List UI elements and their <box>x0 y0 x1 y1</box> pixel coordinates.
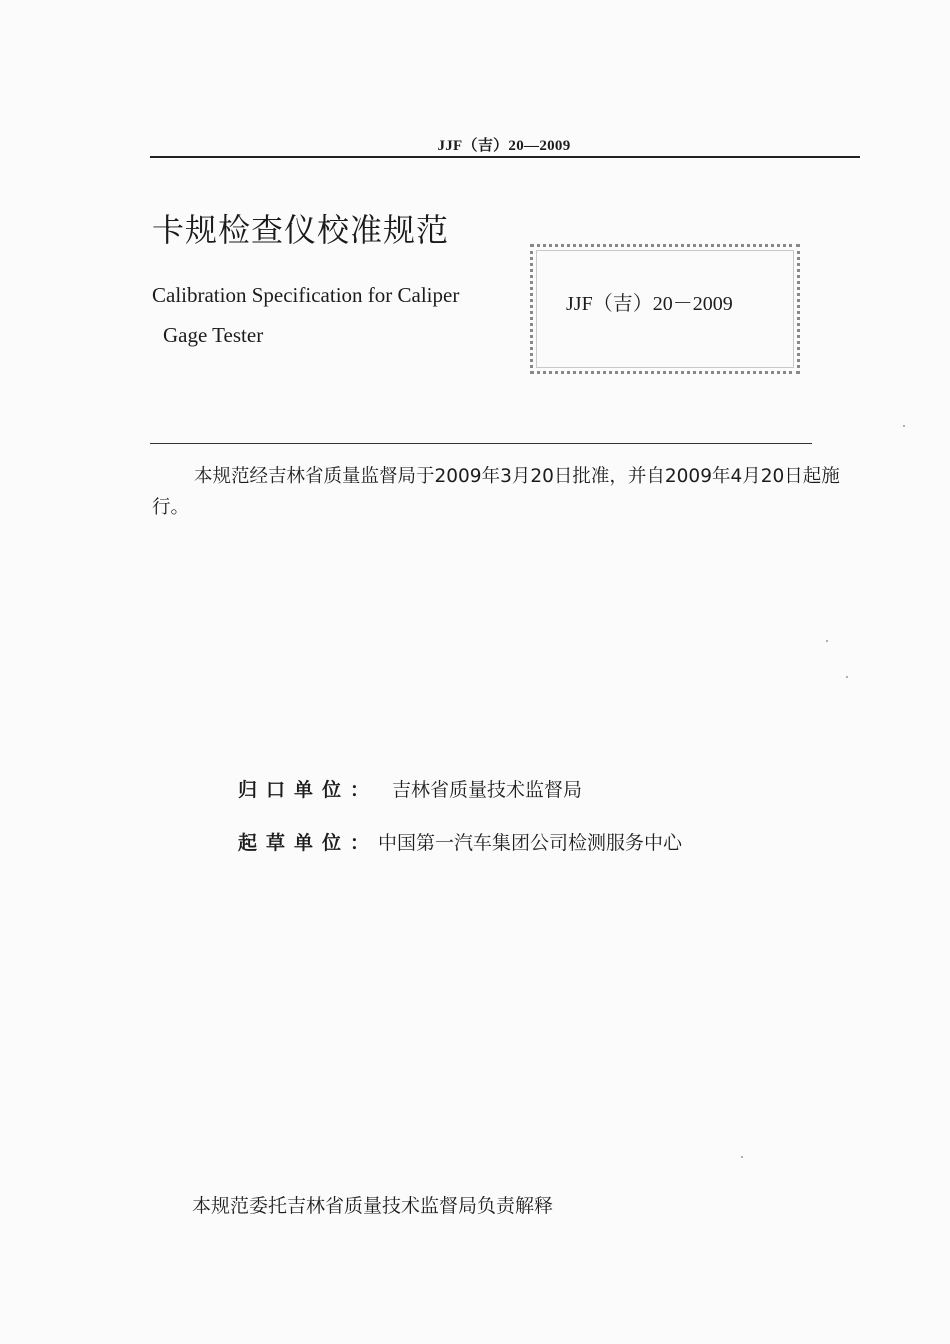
scan-speck <box>826 640 828 642</box>
responsible-unit-row <box>238 775 582 802</box>
document-code-header: JJF（吉）20—2009 <box>437 138 571 154</box>
scan-speck <box>903 425 905 427</box>
responsible-unit-value: 吉林省质量技术监督局 <box>392 779 583 801</box>
document-title-english-line1: Calibration Specification for Caliper <box>152 283 460 307</box>
interpretation-statement: 本规范委托吉林省质量技术监督局负责解释 <box>192 1195 554 1217</box>
scan-speck <box>741 1156 743 1158</box>
scan-speck <box>846 676 848 678</box>
approval-statement: 本规范经吉林省质量监督局于2009年3月20日批准，并自2009年4月20日起施行。 <box>152 466 840 518</box>
header-divider <box>150 156 860 158</box>
drafting-unit-value: 中国第一汽车集团公司检测服务中心 <box>378 832 683 854</box>
section-divider <box>150 443 812 444</box>
drafting-unit-label: 起草单位： <box>238 832 379 854</box>
code-stamp-text: JJF（吉）20－2009 <box>566 293 733 315</box>
document-title-english-line2: Gage Tester <box>163 323 264 347</box>
drafting-unit-row <box>238 828 682 855</box>
document-title-chinese: 卡规检查仪校准规范 <box>152 211 450 249</box>
responsible-unit-label: 归口单位： <box>238 779 379 801</box>
